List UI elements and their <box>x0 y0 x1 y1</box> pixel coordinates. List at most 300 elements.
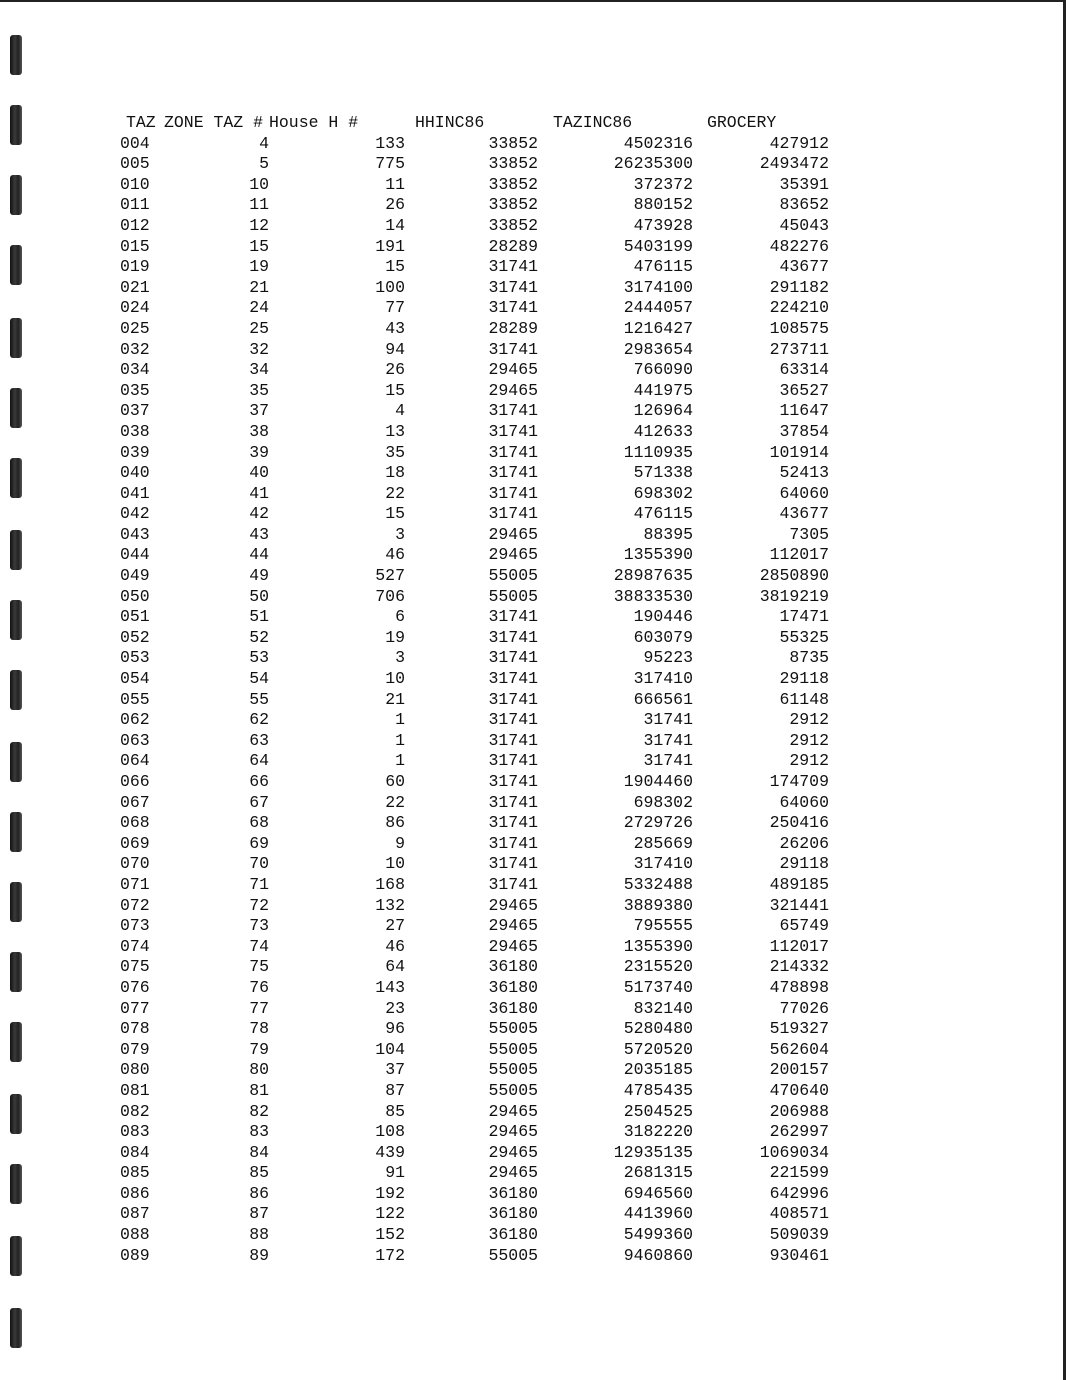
cell-grocery: 43677 <box>779 504 829 524</box>
cell-hhinc86: 29465 <box>488 1101 538 1121</box>
cell-grocery: 64060 <box>779 483 829 503</box>
cell-tazinc86: 317410 <box>633 669 693 689</box>
cell-taz: 078 <box>120 1019 150 1039</box>
cell-grocery: 224210 <box>769 298 829 318</box>
cell-zone-taz: 87 <box>249 1204 269 1224</box>
table-row <box>120 1019 829 1040</box>
table-row <box>120 875 829 896</box>
table-row <box>120 381 829 402</box>
cell-hhinc86: 29465 <box>488 936 538 956</box>
cell-house: 1 <box>395 710 405 730</box>
cell-grocery: 108575 <box>769 318 829 338</box>
cell-taz: 054 <box>120 669 150 689</box>
cell-taz: 071 <box>120 874 150 894</box>
cell-taz: 032 <box>120 339 150 359</box>
cell-grocery: 2912 <box>789 730 829 750</box>
table-row <box>120 237 829 258</box>
cell-taz: 080 <box>120 1060 150 1080</box>
cell-tazinc86: 372372 <box>633 174 693 194</box>
cell-tazinc86: 473928 <box>633 215 693 235</box>
cell-house: 527 <box>375 566 405 586</box>
cell-house: 143 <box>375 977 405 997</box>
table-row <box>120 896 829 917</box>
cell-zone-taz: 75 <box>249 957 269 977</box>
table-row <box>120 154 829 175</box>
cell-house: 22 <box>385 792 405 812</box>
cell-house: 23 <box>385 998 405 1018</box>
cell-hhinc86: 31741 <box>488 669 538 689</box>
cell-taz: 015 <box>120 236 150 256</box>
cell-taz: 010 <box>120 174 150 194</box>
cell-hhinc86: 31741 <box>488 401 538 421</box>
cell-hhinc86: 36180 <box>488 1204 538 1224</box>
cell-tazinc86: 5403199 <box>623 236 693 256</box>
cell-house: 22 <box>385 483 405 503</box>
table-row <box>120 1040 829 1061</box>
cell-tazinc86: 26235300 <box>613 154 693 174</box>
cell-hhinc86: 55005 <box>488 1080 538 1100</box>
cell-hhinc86: 36180 <box>488 957 538 977</box>
cell-house: 1 <box>395 730 405 750</box>
cell-house: 85 <box>385 1101 405 1121</box>
cell-grocery: 273711 <box>769 339 829 359</box>
cell-taz: 050 <box>120 586 150 606</box>
cell-zone-taz: 32 <box>249 339 269 359</box>
cell-house: 35 <box>385 442 405 462</box>
cell-house: 192 <box>375 1183 405 1203</box>
cell-tazinc86: 476115 <box>633 504 693 524</box>
header-hhinc86: HHINC86 <box>415 113 485 132</box>
binder-hole <box>10 35 22 75</box>
cell-house: 13 <box>385 421 405 441</box>
table-row <box>120 1060 829 1081</box>
cell-hhinc86: 55005 <box>488 566 538 586</box>
cell-hhinc86: 55005 <box>488 1039 538 1059</box>
cell-grocery: 2850890 <box>759 566 829 586</box>
cell-taz: 064 <box>120 751 150 771</box>
cell-grocery: 562604 <box>769 1039 829 1059</box>
cell-house: 94 <box>385 339 405 359</box>
table-row <box>120 937 829 958</box>
cell-house: 3 <box>395 524 405 544</box>
cell-tazinc86: 571338 <box>633 463 693 483</box>
binder-hole <box>10 1236 22 1276</box>
cell-taz: 042 <box>120 504 150 524</box>
cell-house: 168 <box>375 874 405 894</box>
cell-tazinc86: 832140 <box>633 998 693 1018</box>
cell-zone-taz: 52 <box>249 627 269 647</box>
cell-grocery: 221599 <box>769 1163 829 1183</box>
cell-hhinc86: 29465 <box>488 545 538 565</box>
table-row <box>120 360 829 381</box>
cell-house: 87 <box>385 1080 405 1100</box>
cell-zone-taz: 35 <box>249 380 269 400</box>
cell-house: 43 <box>385 318 405 338</box>
cell-zone-taz: 41 <box>249 483 269 503</box>
cell-zone-taz: 12 <box>249 215 269 235</box>
cell-taz: 087 <box>120 1204 150 1224</box>
cell-zone-taz: 70 <box>249 854 269 874</box>
cell-grocery: 26206 <box>779 833 829 853</box>
header-house: House H # <box>269 113 359 132</box>
cell-zone-taz: 11 <box>249 195 269 215</box>
cell-hhinc86: 31741 <box>488 792 538 812</box>
cell-hhinc86: 55005 <box>488 1245 538 1265</box>
table-row <box>120 319 829 340</box>
cell-tazinc86: 2315520 <box>623 957 693 977</box>
cell-house: 18 <box>385 463 405 483</box>
cell-grocery: 1069034 <box>759 1142 829 1162</box>
table-row <box>120 793 829 814</box>
table-row <box>120 1163 829 1184</box>
cell-zone-taz: 85 <box>249 1163 269 1183</box>
cell-taz: 088 <box>120 1225 150 1245</box>
binder-hole <box>10 245 22 285</box>
cell-taz: 077 <box>120 998 150 1018</box>
cell-grocery: 35391 <box>779 174 829 194</box>
cell-zone-taz: 51 <box>249 607 269 627</box>
cell-grocery: 112017 <box>769 936 829 956</box>
cell-taz: 069 <box>120 833 150 853</box>
cell-grocery: 8735 <box>789 648 829 668</box>
table-row <box>120 978 829 999</box>
cell-taz: 066 <box>120 772 150 791</box>
cell-zone-taz: 53 <box>249 648 269 668</box>
cell-grocery: 2493472 <box>759 154 829 174</box>
cell-grocery: 478898 <box>769 977 829 997</box>
cell-tazinc86: 4413960 <box>623 1204 693 1224</box>
cell-house: 37 <box>385 1060 405 1080</box>
table-row <box>120 463 829 484</box>
cell-hhinc86: 29465 <box>488 524 538 544</box>
cell-tazinc86: 190446 <box>633 607 693 627</box>
cell-zone-taz: 68 <box>249 813 269 833</box>
table-row <box>120 1081 829 1102</box>
cell-zone-taz: 4 <box>259 133 269 153</box>
cell-zone-taz: 81 <box>249 1080 269 1100</box>
binder-hole <box>10 175 22 215</box>
cell-tazinc86: 126964 <box>633 401 693 421</box>
cell-zone-taz: 42 <box>249 504 269 524</box>
cell-zone-taz: 72 <box>249 895 269 915</box>
cell-grocery: 519327 <box>769 1019 829 1039</box>
cell-zone-taz: 71 <box>249 874 269 894</box>
table-row <box>120 731 829 752</box>
table-row <box>120 834 829 855</box>
cell-grocery: 77026 <box>779 998 829 1018</box>
cell-house: 152 <box>375 1225 405 1245</box>
cell-house: 775 <box>375 154 405 174</box>
cell-house: 3 <box>395 648 405 668</box>
table-row <box>120 298 829 319</box>
cell-hhinc86: 36180 <box>488 998 538 1018</box>
cell-zone-taz: 62 <box>249 710 269 730</box>
cell-hhinc86: 31741 <box>488 298 538 318</box>
header-grocery: GROCERY <box>707 113 777 132</box>
binder-hole <box>10 388 22 428</box>
cell-hhinc86: 31741 <box>488 607 538 627</box>
binder-hole <box>10 1022 22 1062</box>
table-row <box>120 1122 829 1143</box>
cell-taz: 073 <box>120 916 150 936</box>
cell-hhinc86: 29465 <box>488 380 538 400</box>
table-row <box>120 195 829 216</box>
cell-tazinc86: 31741 <box>643 710 693 730</box>
cell-house: 26 <box>385 360 405 380</box>
cell-taz: 086 <box>120 1183 150 1203</box>
cell-taz: 049 <box>120 566 150 586</box>
cell-zone-taz: 49 <box>249 566 269 586</box>
cell-zone-taz: 55 <box>249 689 269 709</box>
cell-house: 96 <box>385 1019 405 1039</box>
cell-tazinc86: 698302 <box>633 483 693 503</box>
cell-taz: 068 <box>120 813 150 833</box>
cell-hhinc86: 31741 <box>488 648 538 668</box>
binder-hole <box>10 1164 22 1204</box>
cell-grocery: 642996 <box>769 1183 829 1203</box>
cell-grocery: 112017 <box>769 545 829 565</box>
binder-hole <box>10 952 22 992</box>
cell-house: 172 <box>375 1245 405 1265</box>
cell-tazinc86: 31741 <box>643 730 693 750</box>
cell-grocery: 101914 <box>769 442 829 462</box>
table-body <box>120 134 829 1267</box>
cell-tazinc86: 2983654 <box>623 339 693 359</box>
cell-hhinc86: 36180 <box>488 1183 538 1203</box>
cell-zone-taz: 40 <box>249 463 269 483</box>
cell-zone-taz: 10 <box>249 174 269 194</box>
cell-taz: 040 <box>120 463 150 483</box>
cell-house: 26 <box>385 195 405 215</box>
table-row <box>120 1225 829 1246</box>
cell-zone-taz: 21 <box>249 277 269 297</box>
cell-tazinc86: 5332488 <box>623 874 693 894</box>
table-row <box>120 175 829 196</box>
table-row <box>120 340 829 361</box>
cell-house: 46 <box>385 936 405 956</box>
cell-hhinc86: 31741 <box>488 874 538 894</box>
cell-taz: 082 <box>120 1101 150 1121</box>
binder-hole <box>10 670 22 710</box>
cell-grocery: 321441 <box>769 895 829 915</box>
cell-zone-taz: 5 <box>259 154 269 174</box>
cell-zone-taz: 63 <box>249 730 269 750</box>
cell-taz: 043 <box>120 524 150 544</box>
cell-hhinc86: 33852 <box>488 195 538 215</box>
cell-tazinc86: 317410 <box>633 854 693 874</box>
taz-data-table <box>120 113 829 1266</box>
cell-zone-taz: 19 <box>249 257 269 277</box>
cell-hhinc86: 29465 <box>488 1142 538 1162</box>
cell-tazinc86: 5499360 <box>623 1225 693 1245</box>
cell-grocery: 2912 <box>789 710 829 730</box>
cell-zone-taz: 24 <box>249 298 269 318</box>
cell-hhinc86: 31741 <box>488 854 538 874</box>
cell-tazinc86: 3182220 <box>623 1122 693 1142</box>
cell-grocery: 29118 <box>779 669 829 689</box>
cell-house: 11 <box>385 174 405 194</box>
cell-grocery: 3819219 <box>759 586 829 606</box>
cell-house: 10 <box>385 669 405 689</box>
cell-tazinc86: 3889380 <box>623 895 693 915</box>
cell-zone-taz: 83 <box>249 1122 269 1142</box>
cell-zone-taz: 50 <box>249 586 269 606</box>
table-row <box>120 278 829 299</box>
cell-tazinc86: 441975 <box>633 380 693 400</box>
cell-hhinc86: 31741 <box>488 751 538 771</box>
table-row <box>120 484 829 505</box>
cell-hhinc86: 31741 <box>488 627 538 647</box>
cell-hhinc86: 31741 <box>488 504 538 524</box>
binder-hole <box>10 600 22 640</box>
cell-grocery: 214332 <box>769 957 829 977</box>
cell-tazinc86: 9460860 <box>623 1245 693 1265</box>
cell-tazinc86: 795555 <box>633 916 693 936</box>
cell-house: 122 <box>375 1204 405 1224</box>
cell-taz: 055 <box>120 689 150 709</box>
table-row <box>120 401 829 422</box>
table-row <box>120 1204 829 1225</box>
cell-house: 104 <box>375 1039 405 1059</box>
table-row <box>120 504 829 525</box>
cell-tazinc86: 2681315 <box>623 1163 693 1183</box>
cell-grocery: 2912 <box>789 751 829 771</box>
cell-tazinc86: 1110935 <box>623 442 693 462</box>
cell-zone-taz: 80 <box>249 1060 269 1080</box>
binder-hole <box>10 458 22 498</box>
cell-hhinc86: 31741 <box>488 772 538 791</box>
cell-house: 91 <box>385 1163 405 1183</box>
binder-hole <box>10 1308 22 1348</box>
cell-taz: 084 <box>120 1142 150 1162</box>
table-row <box>120 669 829 690</box>
cell-tazinc86: 2035185 <box>623 1060 693 1080</box>
cell-house: 15 <box>385 257 405 277</box>
cell-grocery: 200157 <box>769 1060 829 1080</box>
cell-house: 14 <box>385 215 405 235</box>
cell-zone-taz: 82 <box>249 1101 269 1121</box>
binder-hole <box>10 882 22 922</box>
cell-grocery: 64060 <box>779 792 829 812</box>
cell-hhinc86: 36180 <box>488 1225 538 1245</box>
cell-taz: 021 <box>120 277 150 297</box>
cell-tazinc86: 880152 <box>633 195 693 215</box>
cell-grocery: 11647 <box>779 401 829 421</box>
table-header-row <box>120 113 829 134</box>
cell-grocery: 43677 <box>779 257 829 277</box>
cell-tazinc86: 2444057 <box>623 298 693 318</box>
cell-grocery: 45043 <box>779 215 829 235</box>
cell-house: 4 <box>395 401 405 421</box>
cell-grocery: 262997 <box>769 1122 829 1142</box>
cell-grocery: 65749 <box>779 916 829 936</box>
cell-zone-taz: 15 <box>249 236 269 256</box>
cell-hhinc86: 31741 <box>488 463 538 483</box>
cell-house: 10 <box>385 854 405 874</box>
cell-hhinc86: 55005 <box>488 1060 538 1080</box>
cell-tazinc86: 666561 <box>633 689 693 709</box>
cell-taz: 062 <box>120 710 150 730</box>
table-row <box>120 422 829 443</box>
header-taz: TAZ <box>126 113 156 132</box>
cell-house: 86 <box>385 813 405 833</box>
cell-house: 6 <box>395 607 405 627</box>
cell-zone-taz: 54 <box>249 669 269 689</box>
cell-zone-taz: 89 <box>249 1245 269 1265</box>
cell-tazinc86: 2504525 <box>623 1101 693 1121</box>
cell-taz: 011 <box>120 195 150 215</box>
cell-taz: 012 <box>120 215 150 235</box>
table-row <box>120 134 829 155</box>
cell-hhinc86: 31741 <box>488 730 538 750</box>
cell-hhinc86: 31741 <box>488 833 538 853</box>
cell-house: 19 <box>385 627 405 647</box>
table-row <box>120 1184 829 1205</box>
cell-grocery: 55325 <box>779 627 829 647</box>
cell-zone-taz: 77 <box>249 998 269 1018</box>
table-row <box>120 566 829 587</box>
cell-grocery: 408571 <box>769 1204 829 1224</box>
table-row <box>120 1246 829 1267</box>
cell-tazinc86: 1355390 <box>623 545 693 565</box>
cell-hhinc86: 31741 <box>488 277 538 297</box>
cell-grocery: 29118 <box>779 854 829 874</box>
cell-hhinc86: 28289 <box>488 318 538 338</box>
cell-taz: 052 <box>120 627 150 647</box>
cell-tazinc86: 88395 <box>643 524 693 544</box>
cell-taz: 035 <box>120 380 150 400</box>
cell-tazinc86: 2729726 <box>623 813 693 833</box>
table-row <box>120 710 829 731</box>
cell-tazinc86: 1216427 <box>623 318 693 338</box>
cell-hhinc86: 31741 <box>488 813 538 833</box>
cell-house: 60 <box>385 772 405 791</box>
cell-taz: 004 <box>120 133 150 153</box>
cell-taz: 041 <box>120 483 150 503</box>
table-row <box>120 257 829 278</box>
cell-grocery: 7305 <box>789 524 829 544</box>
cell-hhinc86: 31741 <box>488 257 538 277</box>
table-row <box>120 525 829 546</box>
table-row <box>120 545 829 566</box>
table-row <box>120 648 829 669</box>
cell-tazinc86: 766090 <box>633 360 693 380</box>
cell-taz: 079 <box>120 1039 150 1059</box>
cell-zone-taz: 25 <box>249 318 269 338</box>
cell-hhinc86: 31741 <box>488 483 538 503</box>
cell-hhinc86: 29465 <box>488 1122 538 1142</box>
header-tazinc86: TAZINC86 <box>553 113 633 132</box>
header-zone-taz: ZONE TAZ # <box>164 113 264 132</box>
cell-grocery: 291182 <box>769 277 829 297</box>
cell-grocery: 470640 <box>769 1080 829 1100</box>
cell-zone-taz: 74 <box>249 936 269 956</box>
binder-holes <box>0 0 40 1380</box>
cell-zone-taz: 66 <box>249 772 269 791</box>
table-row <box>120 628 829 649</box>
cell-zone-taz: 34 <box>249 360 269 380</box>
binder-hole <box>10 318 22 358</box>
cell-taz: 019 <box>120 257 150 277</box>
cell-hhinc86: 31741 <box>488 689 538 709</box>
cell-taz: 038 <box>120 421 150 441</box>
cell-tazinc86: 95223 <box>643 648 693 668</box>
cell-tazinc86: 6946560 <box>623 1183 693 1203</box>
cell-tazinc86: 4785435 <box>623 1080 693 1100</box>
cell-tazinc86: 285669 <box>633 833 693 853</box>
cell-house: 191 <box>375 236 405 256</box>
cell-grocery: 63314 <box>779 360 829 380</box>
